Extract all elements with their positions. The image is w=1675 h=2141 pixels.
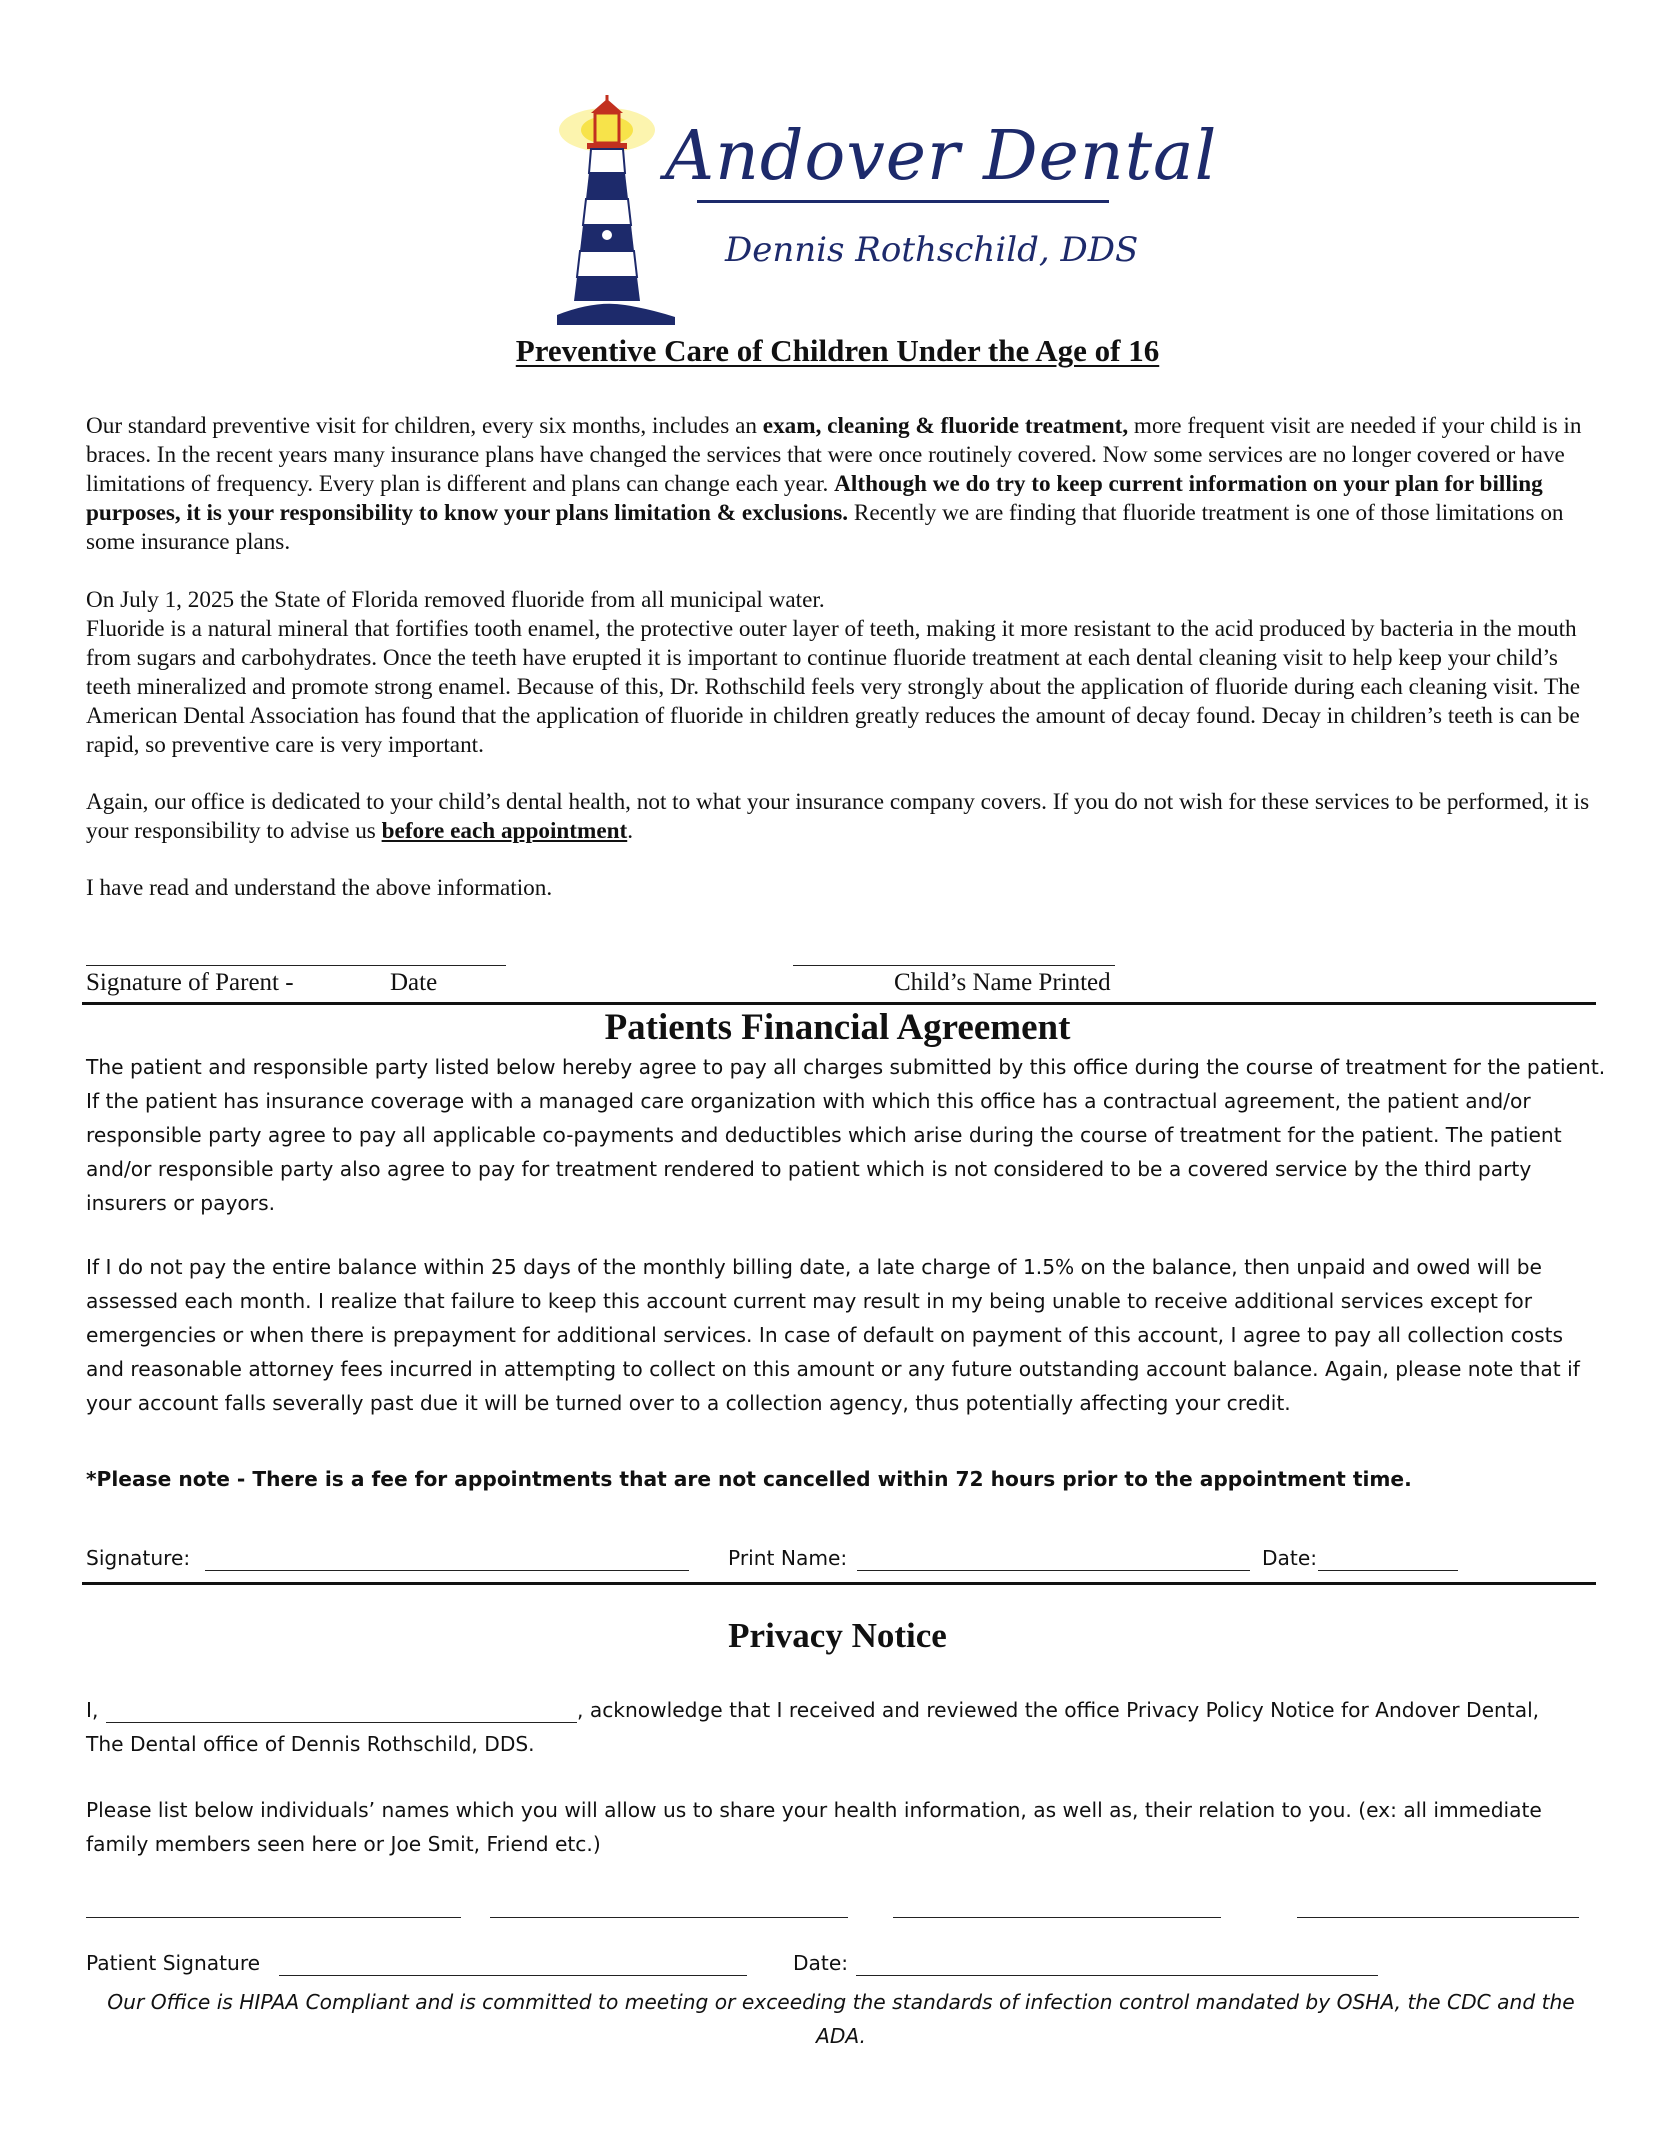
privacy-notice-title: Privacy Notice bbox=[728, 1616, 947, 1655]
andover-dental-logo bbox=[555, 95, 1218, 335]
parent-signature-line[interactable] bbox=[86, 965, 506, 966]
financial-paragraph-2: If I do not pay the entire balance within 25 days of the monthly billing date, a late charge of 1.5% on the balance, then unpaid and owed will be assessed each month. I realize that failure to keep this account current may result in my being unable to receive additional services except for emergencies or when there is prepayment for additional services. In case of default on payment of this account, I agree to pay all collection costs and reasonable attorney fees incurred in attempting to collect on this amount or any future outstanding account balance. Again, please note that if your account falls severally past due it will be turned over to a collection agency, thus potentially affecting your credit. bbox=[86, 1255, 1580, 1415]
privacy-ack-prefix: I, bbox=[86, 1698, 99, 1722]
privacy-ack-line2: The Dental office of Dennis Rothschild, DDS. bbox=[86, 1732, 535, 1756]
print-name-label: Print Name: bbox=[728, 1546, 848, 1570]
patient-signature-label: Patient Signature bbox=[86, 1951, 261, 1975]
financial-date-label: Date: bbox=[1262, 1546, 1318, 1570]
section-divider bbox=[82, 1582, 1596, 1585]
authorized-person-line-4[interactable] bbox=[1297, 1917, 1579, 1918]
financial-agreement-title: Patients Financial Agreement bbox=[604, 1007, 1071, 1048]
logo-title: Andover Dental bbox=[665, 117, 1218, 196]
print-name-line[interactable] bbox=[857, 1570, 1250, 1571]
authorized-person-line-2[interactable] bbox=[490, 1917, 848, 1918]
child-name-line[interactable] bbox=[793, 965, 1115, 966]
section-divider bbox=[82, 1002, 1596, 1005]
logo-divider bbox=[697, 200, 1109, 203]
authorized-person-line-3[interactable] bbox=[893, 1917, 1221, 1918]
financial-paragraph-1: The patient and responsible party listed below hereby agree to pay all charges submitted by this office during the course of treatment for the patient. If the patient has insurance coverage with a managed care organization with which this office has a contractual agreement, the patient and/or responsible party agree to pay all applicable co-payments and deductibles which arise during the course of treatment for the patient. The patient and/or responsible party also agree to pay for treatment rendered to patient which is not considered to be a covered service by the third party insurers or payors. bbox=[86, 1055, 1606, 1215]
parent-date-label: Date bbox=[390, 969, 438, 996]
acknowledgement-text: I have read and understand the above information. bbox=[86, 875, 553, 901]
privacy-name-line[interactable] bbox=[106, 1722, 577, 1723]
financial-date-line[interactable] bbox=[1318, 1570, 1458, 1571]
parent-signature-label: Signature of Parent - bbox=[86, 969, 294, 996]
privacy-ack-text: , acknowledge that I received and reviewed the office Privacy Policy Notice for Andover Dental, bbox=[577, 1698, 1540, 1722]
privacy-list-instructions: Please list below individuals’ names which you will allow us to share your health information, as well as, their relation to you. (ex: all immediate family members seen here or Joe Smit, Friend etc.) bbox=[86, 1798, 1542, 1856]
financial-signature-label: Signature: bbox=[86, 1546, 191, 1570]
privacy-date-label: Date: bbox=[793, 1951, 849, 1975]
privacy-date-line[interactable] bbox=[856, 1975, 1378, 1976]
cancellation-fee-note: *Please note - There is a fee for appointments that are not cancelled within 72 hours prior to the appointment time. bbox=[86, 1467, 1412, 1491]
preventive-paragraph-2: On July 1, 2025 the State of Florida removed fluoride from all municipal water. Fluoride is a natural mineral that fortifies tooth enamel, the protective outer layer of teeth, making it more resistant to the acid produced by bacteria in the mouth from sugars and carbohydrates. Once the teeth have erupted it is important to continue fluoride treatment at each dental cleaning visit to help keep your child’s teeth mineralized and promote strong enamel. Because of this, Dr. Rothschild feels very strongly about the application of fluoride during each cleaning visit. The American Dental Association has found that the application of fluoride in children greatly reduces the amount of decay found. Decay in children’s teeth is can be rapid, so preventive care is very important. bbox=[86, 587, 1581, 758]
preventive-paragraph-3: Again, our office is dedicated to your child’s dental health, not to what your insurance company covers. If you do not wish for these services to be performed, it is your responsibility to advise us before each appointment. bbox=[86, 789, 1590, 844]
preventive-paragraph-1: Our standard preventive visit for children, every six months, includes an exam, cleaning & fluoride treatment, more frequent visit are needed if your child is in braces. In the recent years many insurance plans have changed the services that were once routinely covered. Now some services are no longer covered or have limitations of frequency. Every plan is different and plans can change each year. Although we do try to keep current information on your plan for billing purposes, it is your responsibility to know your plans limitation & exclusions. Recently we are finding that fluoride treatment is one of those limitations on some insurance plans. bbox=[86, 413, 1582, 555]
financial-signature-line[interactable] bbox=[205, 1570, 689, 1571]
logo-subtitle: Dennis Rothschild, DDS bbox=[725, 230, 1139, 270]
hipaa-footer: Our Office is HIPAA Compliant and is committed to meeting or exceeding the standards of infection control mandated by OSHA, the CDC and the ADA. bbox=[107, 1990, 1575, 2048]
preventive-care-title: Preventive Care of Children Under the Age of 16 bbox=[515, 333, 1160, 368]
child-name-label: Child’s Name Printed bbox=[894, 969, 1111, 996]
patient-signature-line[interactable] bbox=[279, 1975, 747, 1976]
authorized-person-line-1[interactable] bbox=[86, 1917, 461, 1918]
